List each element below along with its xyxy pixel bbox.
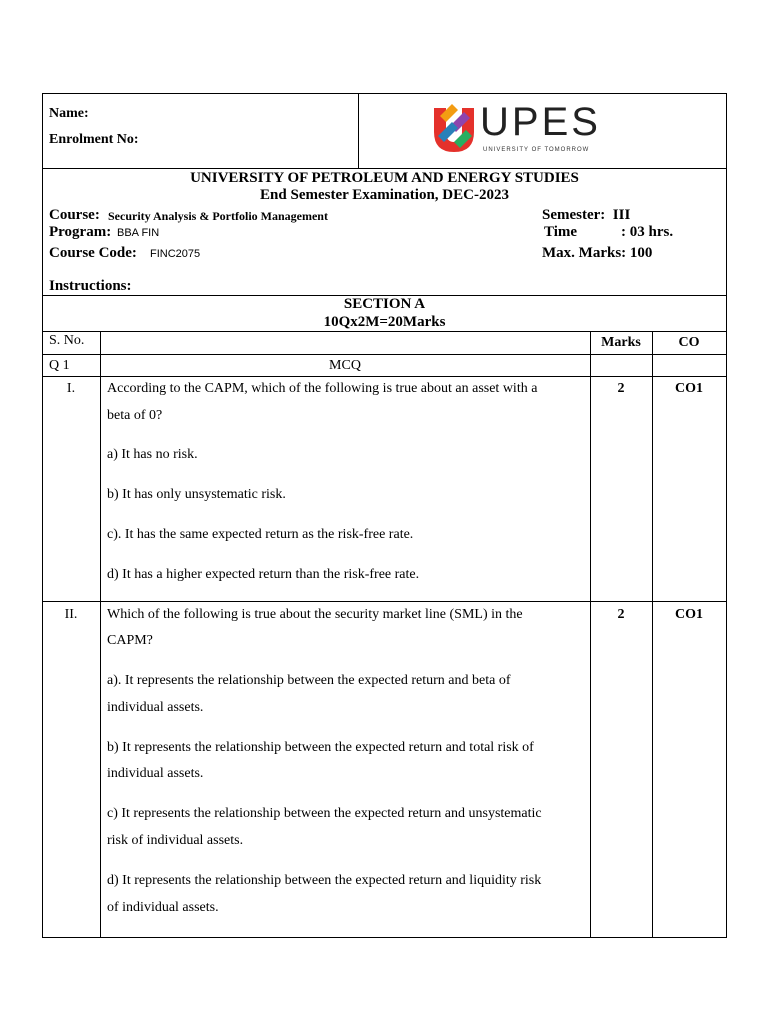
- row-line-q1: [42, 376, 727, 377]
- question-co: CO1: [675, 607, 703, 622]
- time-label: Time: [544, 224, 578, 240]
- logo-text: UPES: [480, 100, 601, 144]
- name-label: Name:: [49, 106, 89, 121]
- answer-option: c) It represents the relationship between the expected return and unsystematic: [107, 806, 542, 821]
- answer-option: a). It represents the relationship between the expected return and beta of: [107, 673, 511, 688]
- question-number: I.: [66, 381, 76, 396]
- question-stem-line: beta of 0?: [107, 408, 163, 423]
- col-line-co: [652, 331, 653, 938]
- university-name: UNIVERSITY OF PETROLEUM AND ENERGY STUDIES: [190, 170, 579, 186]
- border-right: [726, 93, 727, 938]
- course-label: Course:: [49, 207, 100, 223]
- answer-option-continued: of individual assets.: [107, 900, 219, 915]
- q1-number: Q 1: [49, 358, 70, 373]
- answer-option-continued: individual assets.: [107, 700, 204, 715]
- course-code-value: FINC2075: [150, 248, 201, 260]
- border-left: [42, 93, 43, 938]
- section-subtitle: 10Qx2M=20Marks: [323, 314, 446, 330]
- col-line-marks: [590, 331, 591, 938]
- question-marks: 2: [617, 381, 625, 396]
- course-value: Security Analysis & Portfolio Management: [108, 209, 328, 223]
- answer-option-continued: risk of individual assets.: [107, 833, 244, 848]
- table-bottom-line: [42, 937, 727, 938]
- q1-label: MCQ: [329, 358, 361, 373]
- row-line-header: [42, 354, 727, 355]
- question-number: II.: [64, 607, 78, 622]
- answer-option: b) It represents the relationship between the expected return and total risk of: [107, 740, 534, 755]
- instructions-label: Instructions:: [49, 278, 132, 294]
- question-stem-line: According to the CAPM, which of the following is true about an asset with a: [107, 381, 538, 396]
- logo-tagline: UNIVERSITY OF TOMORROW: [483, 147, 590, 153]
- question-stem-line: Which of the following is true about the security market line (SML) in the: [107, 607, 523, 622]
- upes-logo: [430, 100, 601, 158]
- section-bottom-line: [42, 331, 727, 332]
- col-line-sno: [100, 331, 101, 938]
- answer-option: d) It has a higher expected return than the risk-free rate.: [107, 567, 420, 582]
- max-marks: Max. Marks: 100: [542, 245, 653, 261]
- question-stem-line: CAPM?: [107, 633, 153, 648]
- answer-option: d) It represents the relationship between the expected return and liquidity risk: [107, 873, 542, 888]
- answer-option: c). It has the same expected return as the risk-free rate.: [107, 527, 414, 542]
- exam-title: End Semester Examination, DEC-2023: [260, 187, 509, 203]
- time-value: : 03 hrs.: [621, 224, 674, 240]
- enrolment-label: Enrolment No:: [49, 132, 139, 147]
- course-code-label: Course Code:: [49, 245, 137, 261]
- question-co: CO1: [675, 381, 703, 396]
- answer-option: b) It has only unsystematic risk.: [107, 487, 286, 502]
- answer-option-continued: individual assets.: [107, 766, 204, 781]
- program-value: BBA FIN: [117, 227, 160, 239]
- row-line-q-i: [42, 601, 727, 602]
- upes-logo-icon: [430, 102, 478, 156]
- semester: Semester: III: [542, 207, 631, 223]
- question-marks: 2: [617, 607, 625, 622]
- header-divider: [358, 93, 359, 169]
- header-sno: S. No.: [49, 333, 85, 348]
- section-title: SECTION A: [343, 296, 426, 312]
- header-co: CO: [678, 335, 700, 350]
- program-label: Program:: [49, 224, 112, 240]
- answer-option: a) It has no risk.: [107, 447, 198, 462]
- header-marks: Marks: [601, 335, 641, 350]
- border-top: [42, 93, 727, 94]
